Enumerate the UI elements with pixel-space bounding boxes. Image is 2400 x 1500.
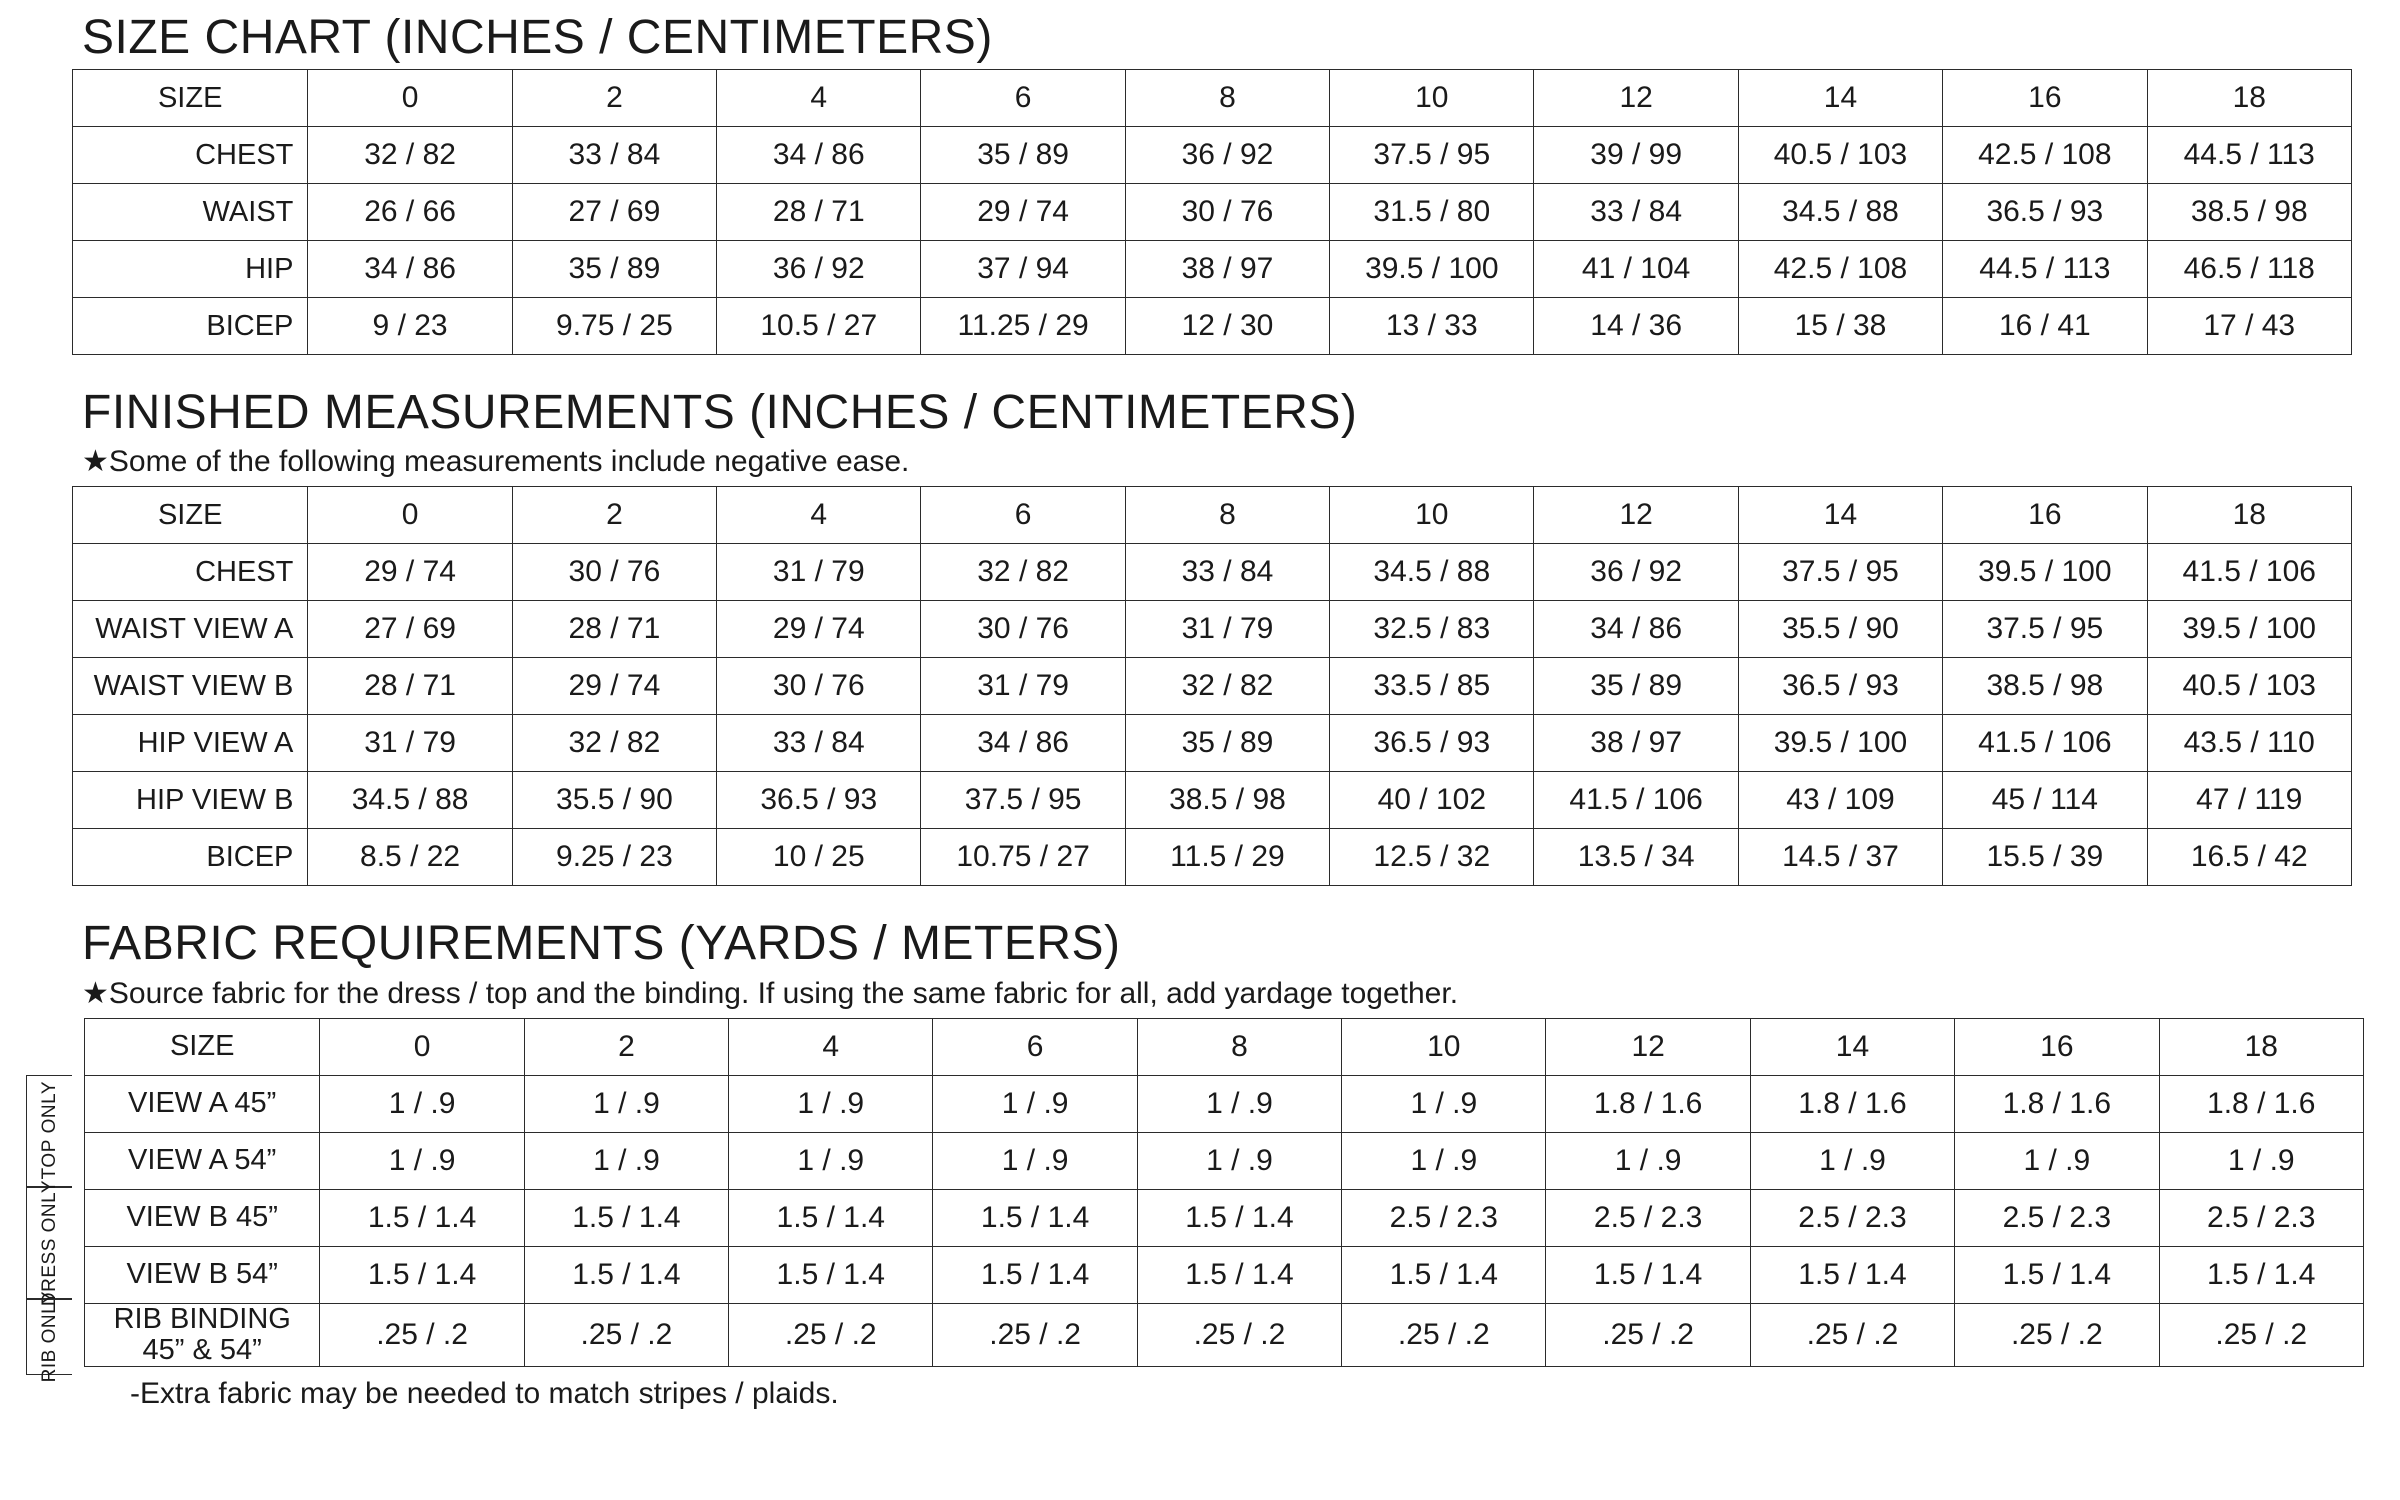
- table-cell: 1.5 / 1.4: [320, 1246, 524, 1303]
- table-cell: 27 / 69: [512, 184, 716, 241]
- table-cell: 41.5 / 106: [1943, 715, 2147, 772]
- table-cell: 2.5 / 2.3: [2159, 1189, 2364, 1246]
- table-cell: 30 / 76: [1125, 184, 1329, 241]
- table-cell: 35 / 89: [512, 241, 716, 298]
- table-cell: 12 / 30: [1125, 298, 1329, 355]
- table-cell: 32 / 82: [921, 544, 1125, 601]
- table-cell: 39.5 / 100: [1330, 241, 1534, 298]
- table-cell: 1 / .9: [1546, 1132, 1750, 1189]
- table-cell: 33 / 84: [1534, 184, 1738, 241]
- table-cell: 47 / 119: [2147, 772, 2352, 829]
- table-cell: 33 / 84: [1125, 544, 1329, 601]
- column-header: 14: [1738, 70, 1942, 127]
- table-cell: 1.5 / 1.4: [1137, 1246, 1341, 1303]
- row-label: CHEST: [73, 127, 308, 184]
- table-row: [73, 772, 2352, 829]
- table-cell: 34.5 / 88: [1738, 184, 1942, 241]
- table-cell: 44.5 / 113: [1943, 241, 2147, 298]
- column-header: 8: [1137, 1018, 1341, 1075]
- table-cell: 37.5 / 95: [921, 772, 1125, 829]
- table-cell: 42.5 / 108: [1738, 241, 1942, 298]
- table-cell: 29 / 74: [921, 184, 1125, 241]
- table-cell: 1.5 / 1.4: [524, 1189, 728, 1246]
- table-cell: 1.8 / 1.6: [1546, 1075, 1750, 1132]
- finished-measurements-title: FINISHED MEASUREMENTS (INCHES / CENTIMETERS): [82, 386, 1358, 440]
- column-header: 6: [921, 70, 1125, 127]
- table-cell: 40.5 / 103: [1738, 127, 1942, 184]
- size-chart-table: [72, 69, 2352, 355]
- table-cell: 40 / 102: [1330, 772, 1534, 829]
- column-header: 8: [1125, 70, 1329, 127]
- table-cell: 39.5 / 100: [1943, 544, 2147, 601]
- table-cell: 40.5 / 103: [2147, 658, 2352, 715]
- table-row: [85, 1246, 2364, 1303]
- table-cell: 33 / 84: [512, 127, 716, 184]
- table-cell: 1 / .9: [933, 1075, 1137, 1132]
- table-cell: 1.5 / 1.4: [1955, 1246, 2159, 1303]
- table-cell: 32 / 82: [308, 127, 512, 184]
- row-label-line1: RIB BINDING: [113, 1302, 291, 1335]
- table-cell: 1 / .9: [1750, 1132, 1954, 1189]
- table-cell: 43.5 / 110: [2147, 715, 2352, 772]
- table-cell: 2.5 / 2.3: [1750, 1189, 1954, 1246]
- table-cell: 32.5 / 83: [1330, 601, 1534, 658]
- table-cell: 41.5 / 106: [2147, 544, 2352, 601]
- row-label: WAIST VIEW A: [73, 601, 308, 658]
- table-cell: 38.5 / 98: [2147, 184, 2352, 241]
- table-cell: 1.8 / 1.6: [1750, 1075, 1954, 1132]
- table-cell: 31 / 79: [308, 715, 512, 772]
- table-cell: 38.5 / 98: [1125, 772, 1329, 829]
- column-header: 16: [1943, 487, 2147, 544]
- table-cell: 10.75 / 27: [921, 829, 1125, 886]
- table-cell: 1.5 / 1.4: [320, 1189, 524, 1246]
- table-cell: 8.5 / 22: [308, 829, 512, 886]
- table-cell: 36 / 92: [1125, 127, 1329, 184]
- table-cell: 9 / 23: [308, 298, 512, 355]
- table-cell: 37 / 94: [921, 241, 1125, 298]
- table-cell: 17 / 43: [2147, 298, 2352, 355]
- column-header: 18: [2147, 70, 2352, 127]
- column-header-size: SIZE: [73, 487, 308, 544]
- table-cell: 31.5 / 80: [1330, 184, 1534, 241]
- fabric-requirements-table: [84, 1018, 2364, 1368]
- table-cell: 30 / 76: [921, 601, 1125, 658]
- table-cell: 37.5 / 95: [1738, 544, 1942, 601]
- table-cell: 12.5 / 32: [1330, 829, 1534, 886]
- table-cell: 1 / .9: [729, 1132, 933, 1189]
- table-row: [73, 241, 2352, 298]
- table-row: [85, 1189, 2364, 1246]
- table-cell: 36.5 / 93: [1738, 658, 1942, 715]
- side-label-line2: ONLY: [38, 1081, 60, 1134]
- table-cell: 16 / 41: [1943, 298, 2147, 355]
- table-cell: 37.5 / 95: [1943, 601, 2147, 658]
- table-cell: 36 / 92: [1534, 544, 1738, 601]
- table-cell: 39 / 99: [1534, 127, 1738, 184]
- table-header-row: [85, 1018, 2364, 1075]
- row-label: CHEST: [73, 544, 308, 601]
- fabric-side-brackets: [26, 1018, 72, 1383]
- side-label-rib-only: [26, 1290, 72, 1383]
- side-label-line2: ONLY: [38, 1179, 60, 1232]
- table-cell: 31 / 79: [717, 544, 921, 601]
- table-cell: 38 / 97: [1534, 715, 1738, 772]
- fabric-table-holder: [38, 1018, 2360, 1383]
- table-cell: 13 / 33: [1330, 298, 1534, 355]
- side-label-top-only: [26, 1075, 72, 1187]
- table-header-row: [73, 70, 2352, 127]
- table-cell: .25 / .2: [320, 1303, 524, 1367]
- table-cell: .25 / .2: [2159, 1303, 2364, 1367]
- table-cell: 35 / 89: [1534, 658, 1738, 715]
- table-cell: 36.5 / 93: [1943, 184, 2147, 241]
- column-header: 12: [1546, 1018, 1750, 1075]
- column-header: 0: [320, 1018, 524, 1075]
- table-cell: 28 / 71: [308, 658, 512, 715]
- row-label: HIP VIEW A: [73, 715, 308, 772]
- table-header-row: [73, 487, 2352, 544]
- table-cell: 1.5 / 1.4: [1546, 1246, 1750, 1303]
- table-cell: 28 / 71: [512, 601, 716, 658]
- column-header: 18: [2147, 487, 2352, 544]
- column-header: 2: [524, 1018, 728, 1075]
- table-cell: 1 / .9: [1955, 1132, 2159, 1189]
- column-header: 16: [1955, 1018, 2159, 1075]
- table-cell: 37.5 / 95: [1330, 127, 1534, 184]
- table-cell: 1.8 / 1.6: [1955, 1075, 2159, 1132]
- table-row: [85, 1132, 2364, 1189]
- table-cell: 39.5 / 100: [1738, 715, 1942, 772]
- table-cell: 39.5 / 100: [2147, 601, 2352, 658]
- finished-measurements-table: [72, 486, 2352, 886]
- column-header: 8: [1125, 487, 1329, 544]
- size-chart-title: SIZE CHART (INCHES / CENTIMETERS): [82, 11, 993, 64]
- row-label: [85, 1303, 320, 1367]
- table-cell: 1 / .9: [524, 1132, 728, 1189]
- table-cell: 41.5 / 106: [1534, 772, 1738, 829]
- table-cell: 1.5 / 1.4: [1750, 1246, 1954, 1303]
- column-header-size: SIZE: [85, 1018, 320, 1075]
- side-label-dress-only: [26, 1179, 72, 1306]
- table-cell: .25 / .2: [933, 1303, 1137, 1367]
- table-cell: 36.5 / 93: [1330, 715, 1534, 772]
- table-cell: 35 / 89: [1125, 715, 1329, 772]
- table-cell: 15 / 38: [1738, 298, 1942, 355]
- table-row: [85, 1303, 2364, 1367]
- table-cell: 34.5 / 88: [308, 772, 512, 829]
- table-cell: 38 / 97: [1125, 241, 1329, 298]
- table-cell: 30 / 76: [512, 544, 716, 601]
- table-cell: .25 / .2: [729, 1303, 933, 1367]
- row-label: VIEW B 54”: [85, 1246, 320, 1303]
- table-cell: 34.5 / 88: [1330, 544, 1534, 601]
- table-cell: 31 / 79: [921, 658, 1125, 715]
- table-row: [85, 1075, 2364, 1132]
- column-header: 10: [1330, 70, 1534, 127]
- finished-measurements-section: [60, 385, 2360, 886]
- table-cell: 13.5 / 34: [1534, 829, 1738, 886]
- finished-measurements-note: ★Some of the following measurements include negative ease.: [82, 445, 910, 479]
- row-label: VIEW B 45”: [85, 1189, 320, 1246]
- table-cell: .25 / .2: [1546, 1303, 1750, 1367]
- table-cell: 34 / 86: [921, 715, 1125, 772]
- table-cell: .25 / .2: [1955, 1303, 2159, 1367]
- column-header: 6: [921, 487, 1125, 544]
- table-cell: 14.5 / 37: [1738, 829, 1942, 886]
- row-label: HIP: [73, 241, 308, 298]
- table-cell: 10 / 25: [717, 829, 921, 886]
- row-label: WAIST: [73, 184, 308, 241]
- table-cell: 29 / 74: [512, 658, 716, 715]
- table-cell: .25 / .2: [1342, 1303, 1546, 1367]
- column-header-size: SIZE: [73, 70, 308, 127]
- side-label-line1: DRESS: [38, 1237, 60, 1306]
- side-label-line1: RIB: [38, 1349, 60, 1383]
- table-cell: 43 / 109: [1738, 772, 1942, 829]
- table-cell: 1 / .9: [729, 1075, 933, 1132]
- table-row: [73, 127, 2352, 184]
- table-cell: 1.5 / 1.4: [933, 1246, 1137, 1303]
- table-cell: 14 / 36: [1534, 298, 1738, 355]
- table-cell: 2.5 / 2.3: [1342, 1189, 1546, 1246]
- table-cell: 33.5 / 85: [1330, 658, 1534, 715]
- fabric-requirements-section: [38, 916, 2360, 1411]
- size-chart-section: [60, 10, 2360, 355]
- table-cell: 1 / .9: [320, 1132, 524, 1189]
- row-label: HIP VIEW B: [73, 772, 308, 829]
- table-cell: 2.5 / 2.3: [1546, 1189, 1750, 1246]
- column-header: 16: [1943, 70, 2147, 127]
- column-header: 12: [1534, 70, 1738, 127]
- table-cell: 32 / 82: [1125, 658, 1329, 715]
- column-header: 6: [933, 1018, 1137, 1075]
- table-cell: .25 / .2: [1137, 1303, 1341, 1367]
- column-header: 4: [717, 487, 921, 544]
- column-header: 18: [2159, 1018, 2364, 1075]
- table-row: [73, 184, 2352, 241]
- table-cell: 1.8 / 1.6: [2159, 1075, 2364, 1132]
- table-cell: 32 / 82: [512, 715, 716, 772]
- table-row: [73, 544, 2352, 601]
- table-cell: 29 / 74: [717, 601, 921, 658]
- table-cell: 36.5 / 93: [717, 772, 921, 829]
- table-cell: .25 / .2: [1750, 1303, 1954, 1367]
- table-cell: 31 / 79: [1125, 601, 1329, 658]
- fabric-footnote: -Extra fabric may be needed to match stripes / plaids.: [130, 1377, 839, 1411]
- table-cell: .25 / .2: [524, 1303, 728, 1367]
- table-cell: 34 / 86: [1534, 601, 1738, 658]
- side-label-line1: TOP: [38, 1139, 60, 1180]
- table-cell: 1.5 / 1.4: [1342, 1246, 1546, 1303]
- row-label: VIEW A 54”: [85, 1132, 320, 1189]
- table-cell: 1.5 / 1.4: [2159, 1246, 2364, 1303]
- table-cell: 1 / .9: [524, 1075, 728, 1132]
- column-header: 0: [308, 70, 512, 127]
- column-header: 0: [308, 487, 512, 544]
- table-cell: 1 / .9: [2159, 1132, 2364, 1189]
- table-row: [73, 829, 2352, 886]
- table-cell: 1.5 / 1.4: [729, 1246, 933, 1303]
- column-header: 12: [1534, 487, 1738, 544]
- column-header: 4: [717, 70, 921, 127]
- table-cell: 10.5 / 27: [717, 298, 921, 355]
- row-label: BICEP: [73, 829, 308, 886]
- table-cell: 11.25 / 29: [921, 298, 1125, 355]
- table-row: [73, 658, 2352, 715]
- table-cell: 11.5 / 29: [1125, 829, 1329, 886]
- table-cell: 35.5 / 90: [1738, 601, 1942, 658]
- table-cell: 33 / 84: [717, 715, 921, 772]
- column-header: 14: [1738, 487, 1942, 544]
- table-cell: 1 / .9: [1137, 1132, 1341, 1189]
- column-header: 10: [1330, 487, 1534, 544]
- table-cell: 1.5 / 1.4: [1137, 1189, 1341, 1246]
- fabric-requirements-title: FABRIC REQUIREMENTS (YARDS / METERS): [82, 917, 1121, 971]
- table-cell: 16.5 / 42: [2147, 829, 2352, 886]
- table-cell: 1.5 / 1.4: [524, 1246, 728, 1303]
- column-header: 4: [729, 1018, 933, 1075]
- column-header: 2: [512, 487, 716, 544]
- row-label: BICEP: [73, 298, 308, 355]
- table-cell: 15.5 / 39: [1943, 829, 2147, 886]
- table-cell: 9.25 / 23: [512, 829, 716, 886]
- table-cell: 35.5 / 90: [512, 772, 716, 829]
- table-cell: 41 / 104: [1534, 241, 1738, 298]
- table-cell: 44.5 / 113: [2147, 127, 2352, 184]
- table-cell: 46.5 / 118: [2147, 241, 2352, 298]
- table-cell: 2.5 / 2.3: [1955, 1189, 2159, 1246]
- table-cell: 1 / .9: [1342, 1075, 1546, 1132]
- table-row: [73, 298, 2352, 355]
- table-cell: 1.5 / 1.4: [729, 1189, 933, 1246]
- table-row: [73, 715, 2352, 772]
- table-cell: 45 / 114: [1943, 772, 2147, 829]
- row-label-line2: 45” & 54”: [142, 1333, 262, 1366]
- table-cell: 1 / .9: [320, 1075, 524, 1132]
- table-cell: 26 / 66: [308, 184, 512, 241]
- row-label: VIEW A 45”: [85, 1075, 320, 1132]
- table-cell: 36 / 92: [717, 241, 921, 298]
- table-cell: 28 / 71: [717, 184, 921, 241]
- table-cell: 38.5 / 98: [1943, 658, 2147, 715]
- table-cell: 34 / 86: [717, 127, 921, 184]
- table-cell: 1 / .9: [1342, 1132, 1546, 1189]
- table-cell: 9.75 / 25: [512, 298, 716, 355]
- table-cell: 42.5 / 108: [1943, 127, 2147, 184]
- row-label: WAIST VIEW B: [73, 658, 308, 715]
- table-cell: 27 / 69: [308, 601, 512, 658]
- column-header: 10: [1342, 1018, 1546, 1075]
- table-cell: 1 / .9: [1137, 1075, 1341, 1132]
- table-cell: 30 / 76: [717, 658, 921, 715]
- table-cell: 1 / .9: [933, 1132, 1137, 1189]
- side-label-line2: ONLY: [38, 1290, 60, 1344]
- fabric-requirements-note: ★Source fabric for the dress / top and the binding. If using the same fabric for all, add yardage together.: [82, 976, 1459, 1010]
- column-header: 14: [1750, 1018, 1954, 1075]
- table-cell: 35 / 89: [921, 127, 1125, 184]
- table-row: [73, 601, 2352, 658]
- table-cell: 1.5 / 1.4: [933, 1189, 1137, 1246]
- table-cell: 34 / 86: [308, 241, 512, 298]
- table-cell: 29 / 74: [308, 544, 512, 601]
- column-header: 2: [512, 70, 716, 127]
